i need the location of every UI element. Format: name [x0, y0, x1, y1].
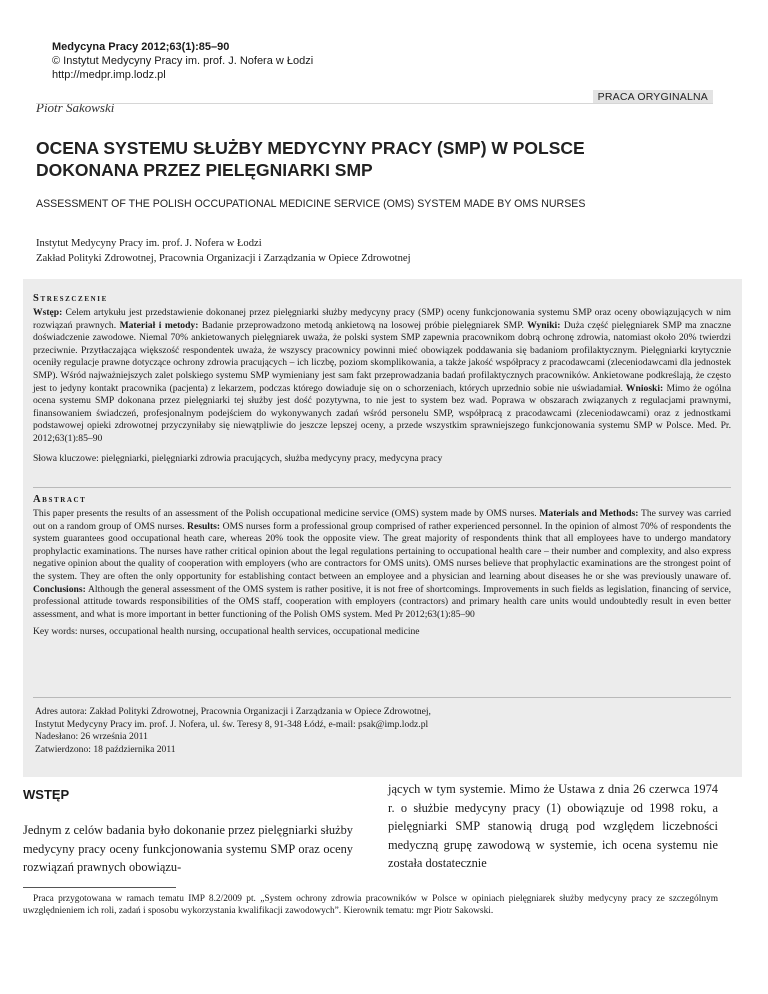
streszczenie-text: [33, 307, 731, 446]
label-methods: Materials and Methods:: [536, 508, 639, 519]
body-paragraph-left: Jednym z celów badania było dokonanie przez pielęgniarki służby medycyny pracy oceny funkcjonowania systemu SMP oraz oceny rozwiązań prawnych obowiązu-: [23, 823, 353, 875]
journal-citation: Medycyna Pracy 2012;63(1):85–90: [52, 41, 230, 53]
text-intro: This paper presents the results of an assessment of the Polish occupational medicine service (OMS) system made by OMS nurses.: [33, 508, 537, 519]
abstract-divider: [33, 487, 731, 488]
label-wyniki: Wyniki:: [523, 319, 561, 331]
submitted-date: Nadesłano: 26 września 2011: [35, 731, 148, 743]
body-column-right: [388, 780, 718, 873]
article-title-pl: OCENA SYSTEMU SŁUŻBY MEDYCYNY PRACY (SMP) W POLSCE DOKONANA PRZEZ PIELĘGNIARKI SMP: [36, 138, 585, 180]
address-divider: [33, 697, 731, 698]
author-name: Piotr Sakowski: [36, 100, 115, 115]
abstract-heading: Abstract: [33, 494, 87, 505]
label-wstep: Wstęp:: [33, 307, 63, 318]
abstract-box: [23, 279, 742, 777]
journal-url[interactable]: http://medpr.imp.lodz.pl: [52, 69, 166, 81]
text-conclusions: Although the general assessment of the OMS system is rather positive, it is not free of shortcomings. Improvements in such fields as legislation, financing of service, professional attitude towards responsibilities of the OMS staff, cooperation with employers (contractors) and primary health care units would undoubtedly result in even better assessment, and what is more important in better functioning of the Polish OMS system. Med Pr 2012;63(1):85–90: [33, 583, 731, 620]
abstract-text: [33, 508, 731, 621]
keywords-en: Key words: nurses, occupational health nursing, occupational health services, occupational medicine: [33, 626, 420, 638]
address-line: Adres autora: Zakład Polityki Zdrowotnej, Pracownia Organizacji i Zarządzania w Opiece Zdrowotnej,: [35, 706, 431, 717]
header-divider: [36, 103, 713, 104]
abstract-section: [33, 494, 731, 639]
label-conclusions: Conclusions:: [33, 583, 86, 595]
text-metody: Badanie przeprowadzono metodą ankietową na losowej próbie pielęgniarek SMP.: [198, 319, 524, 331]
journal-header: [52, 40, 313, 82]
label-metody: Materiał i metody:: [116, 319, 199, 331]
text-wyniki: Duża część pielęgniarek SMP ma znaczne doświadczenie zawodowe. Niemal 70% ankietowanych pielęgniarek uważa, że polski system SMP zapewnia pracownikom dobrą ochronę zdrowia, natomiast około 20% twierdzi przeciwnie. Przytłaczająca większość respondentek uważa, że wszyscy pracownicy powinni mieć obowiązek poddawania się badaniom profilaktycznym. Pielęgniarki krytycznie oceniły regulacje prawne dotyczące ochrony zdrowia pracujących – ich liczbę, poziom skomplikowania, a także jakość współpracy z pracodawcami (zleceniodawcami dla jednostek SMP). Wśród najważniejszych zalet polskiego systemu SMP wymieniany jest sam fakt przeprowadzania badań profilaktycznych pracowników. Ankietowane podkreślają, że często jest to jedyny kontakt pracownika (pacjenta) z lekarzem, podczas którego dowiaduje się on o schorzeniach, których uprzednio sobie nie uświadamiał.: [33, 319, 732, 394]
keywords-pl: Słowa kluczowe: pielęgniarki, pielęgniarki zdrowia pracujących, służba medycyny pracy, medycyna pracy: [33, 452, 443, 464]
article-title-en: ASSESSMENT OF THE POLISH OCCUPATIONAL MEDICINE SERVICE (OMS) SYSTEM MADE BY OMS NURSES: [36, 198, 586, 210]
text-results: OMS nurses form a professional group comprised of rather experienced personnel. In the opinion of almost 70% of respondents the system guarantees good occupational heath care, whereas 20% took the opposite view. The great majority of respondents think that all employees have to undergo mandatory prophylactic examinations. The nurses have rather critical opinion about the legal regulations pertaining to occupational health care – their number and complexity, and also express negative opinion about the quality of cooperation with employers (who are contractors for OMS units). OMS nurses believe that prophylactic examinations are the strongest point of the system. They are often the only opportunity for establishing contact between an employee and a physician and learning about diseases he or she was previously unaware of.: [33, 520, 731, 582]
label-wnioski: Wnioski:: [622, 382, 664, 394]
text-wnioski: Mimo że ogólna ocena systemu SMP dokonana przez pielęgniarki tej służby jest dość pozytywna, to nie jest to system bez wad. Poprawa w obszarach związanych z regulacjami prawnymi, finansowaniem świadczeń, profesjonalnym podejściem do wykonywanych zadań wśród personelu SMP, współpracą z pracodawcami (zleceniodawcami) oraz z jednostkami podstawowej opieki zdrowotnej przyczyniłaby się niewątpliwie do jeszcze lepszej oceny, a przede wszystkim sprawniejszego funkcjonowania systemu SMP w Polsce. Med. Pr. 2012;63(1):85–90: [33, 382, 731, 444]
author-address: [35, 706, 431, 756]
streszczenie-heading: Streszczenie: [33, 293, 108, 304]
affiliation-line: Instytut Medycyny Pracy im. prof. J. Nofera w Łodzi: [36, 238, 262, 249]
text-methods: The survey was carried out on a random group of OMS nurses.: [33, 508, 731, 532]
label-results: Results:: [184, 520, 221, 532]
affiliation: [36, 236, 411, 266]
streszczenie-section: [33, 293, 731, 465]
accepted-date: Zatwierdzono: 18 października 2011: [35, 743, 176, 755]
article-type-label: PRACA ORYGINALNA: [593, 90, 713, 104]
footnote-divider: [23, 887, 176, 888]
footnote: Praca przygotowana w ramach tematu IMP 8.2/2009 pt. „System ochrony zdrowia pracowników w Polsce w opiniach pielęgniarek służby medycyny pracy ze szczególnym uwzględnieniem ich roli, zadań i sposobu wykorzystania kwalifikacji zawodowych”. Kierownik tematu: mgr Piotr Sakowski.: [23, 894, 718, 917]
text-wstep: Celem artykułu jest przedstawienie dokonanej przez pielęgniarki służby medycyny pracy (SMP) oceny funkcjonowania systemu SMP oraz oceny obowiązujących w nim rozwiązań prawnych.: [33, 307, 731, 331]
section-heading: WSTĘP: [23, 787, 70, 802]
affiliation-line: Zakład Polityki Zdrowotnej, Pracownia Organizacji i Zarządzania w Opiece Zdrowotnej: [36, 253, 411, 264]
body-paragraph-right: jących w tym systemie. Mimo że Ustawa z dnia 26 czerwca 1974 r. o służbie medycyny pracy (1) obowiązuje od 1998 roku, a pielęgniarki SMP stanowią drugą pod względem liczebności medyczną grupę zawodową w systemie, ich ocena systemu nie została dostatecznie: [388, 782, 718, 871]
address-line: Instytut Medycyny Pracy im. prof. J. Nofera, ul. św. Teresy 8, 91-348 Łódź, e-mail: psak@imp.lodz.pl: [35, 718, 429, 730]
journal-copyright: © Instytut Medycyny Pracy im. prof. J. Nofera w Łodzi: [52, 55, 314, 67]
